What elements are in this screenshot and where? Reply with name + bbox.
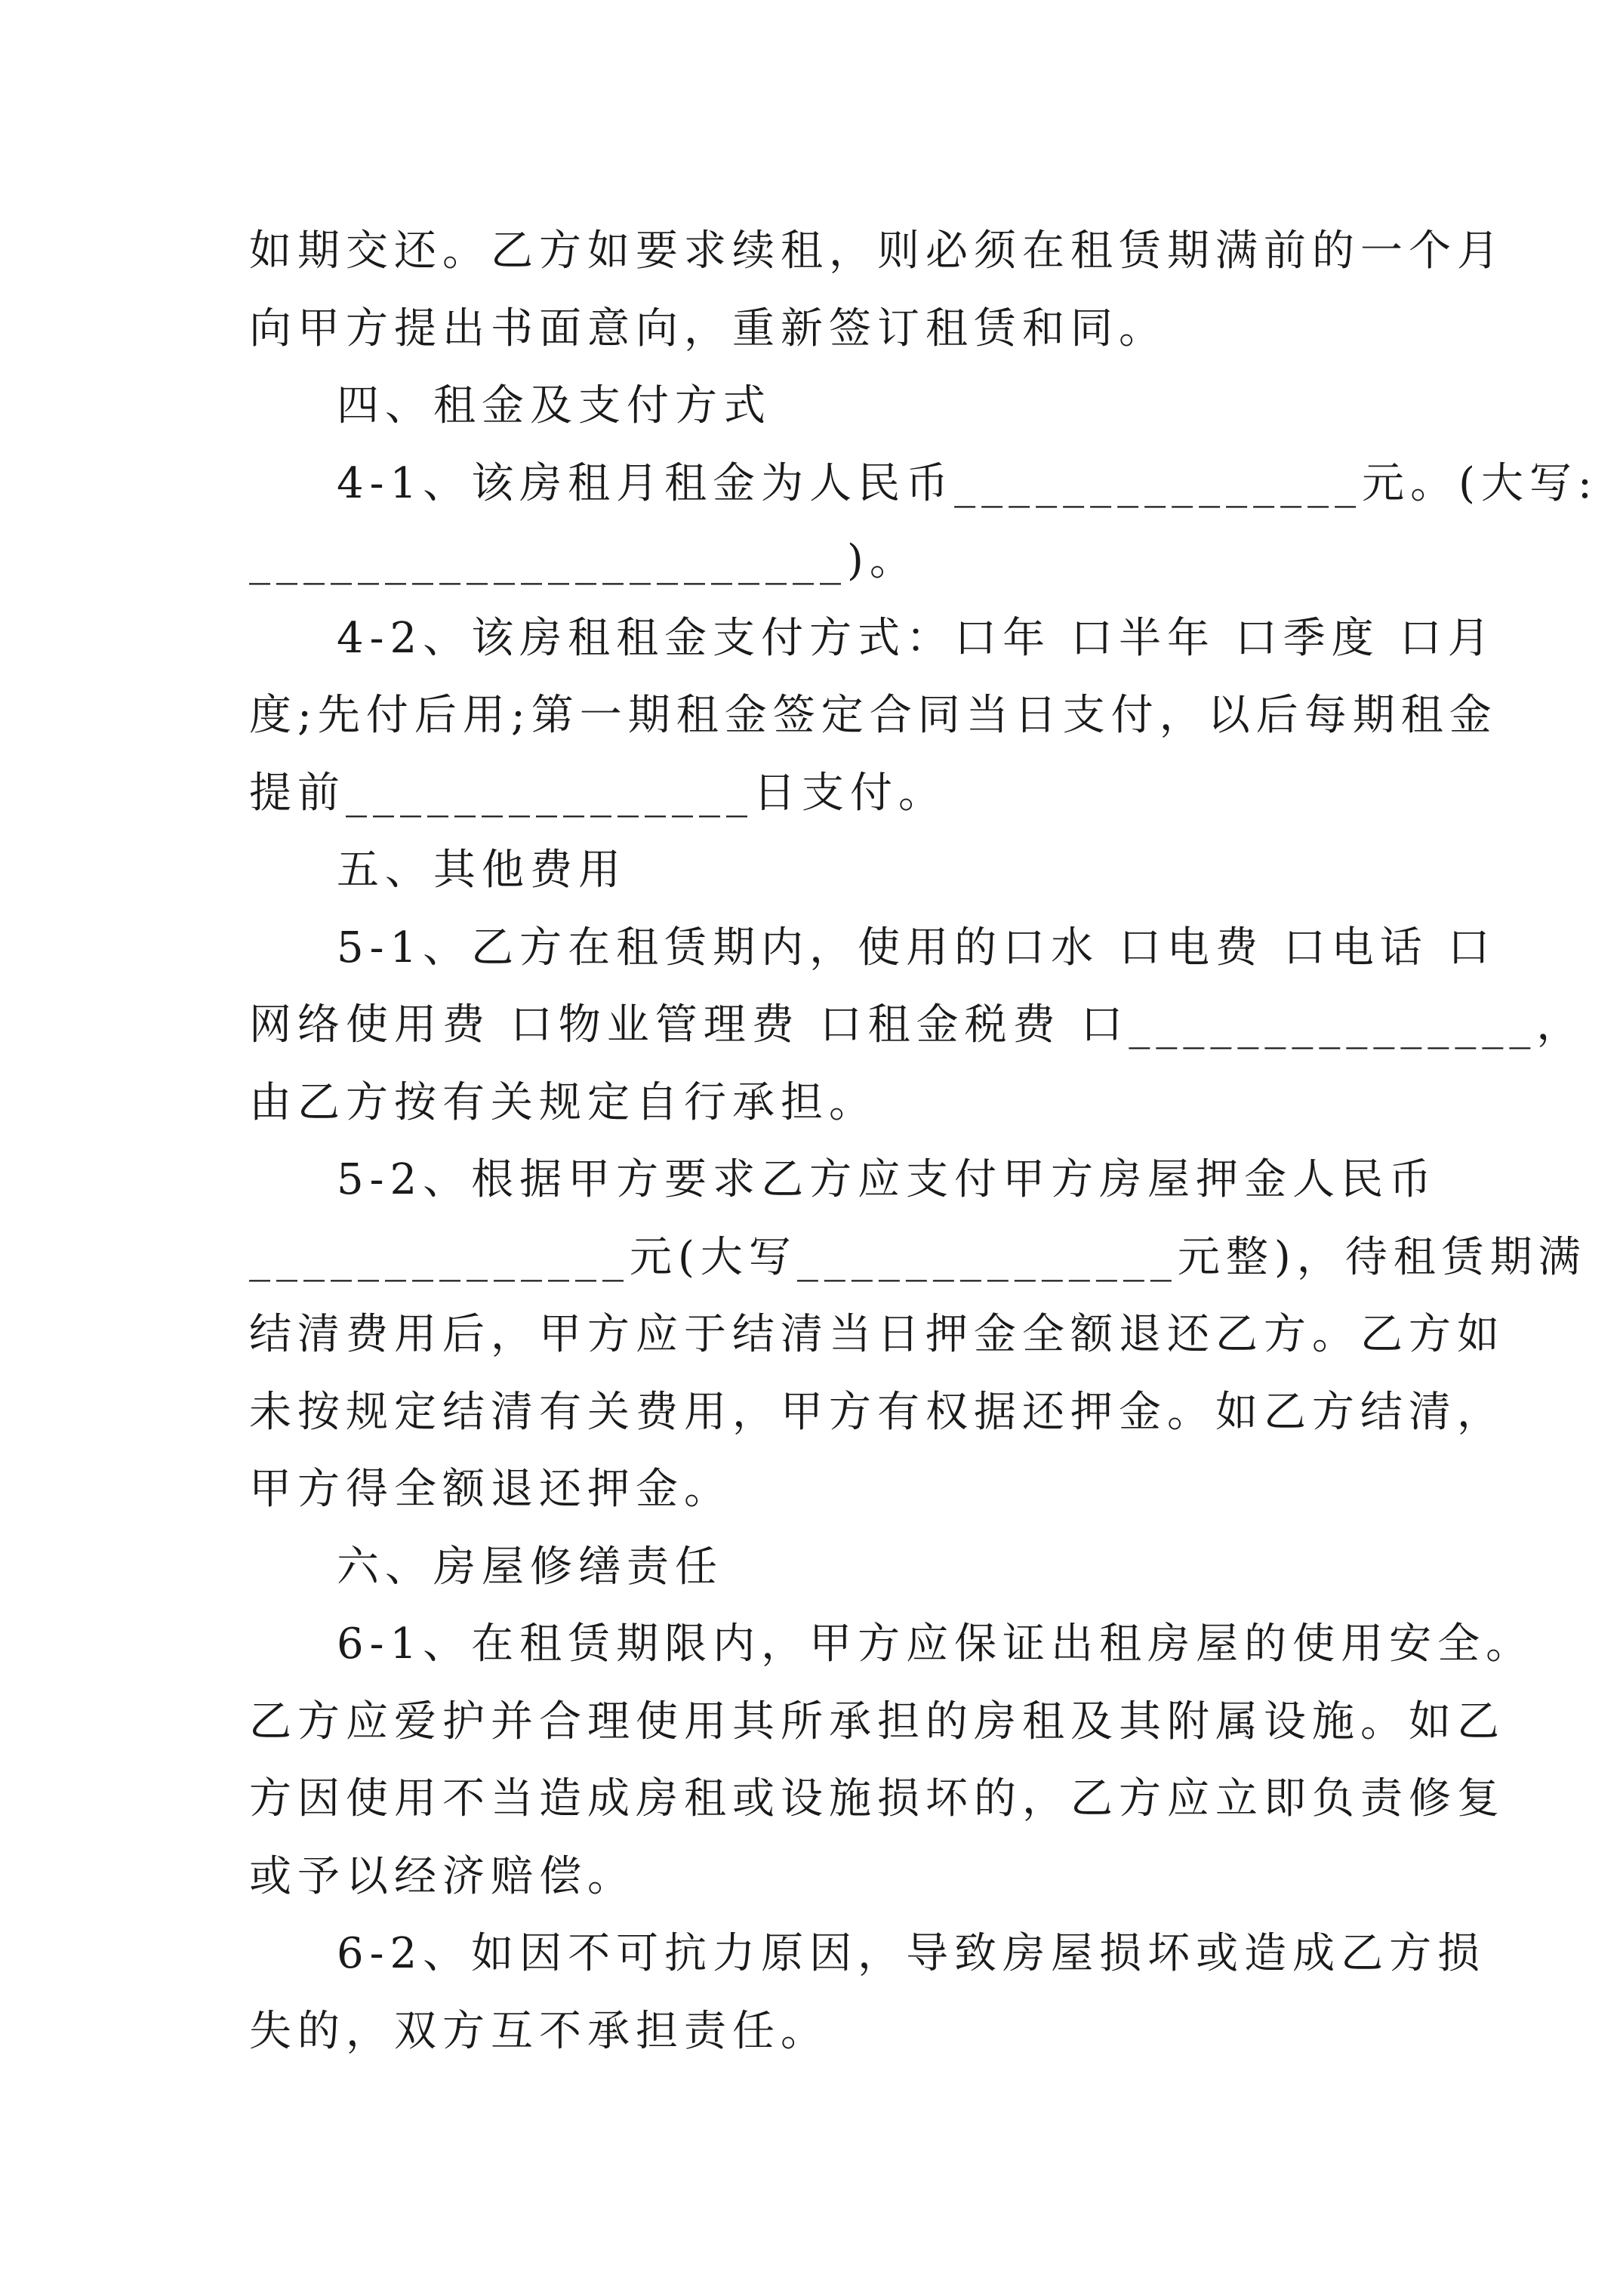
text-line: 4-2、该房租租金支付方式：口年 口半年 口季度 口月 xyxy=(337,613,1496,663)
section-heading-repair-responsibility: 六、房屋修缮责任 xyxy=(337,1542,723,1592)
text-line: 网络使用费 口物业管理费 口租金税费 口_______________， xyxy=(249,1000,1585,1049)
text-line: 6-1、在租赁期限内，甲方应保证出租房屋的使用安全。 xyxy=(337,1620,1535,1669)
text-line: 度;先付后用;第一期租金签定合同当日支付，以后每期租金 xyxy=(249,691,1498,740)
text-line: 如期交还。乙方如要求续租，则必须在租赁期满前的一个月 xyxy=(249,227,1505,276)
text-line: 5-1、乙方在租赁期内，使用的口水 口电费 口电话 口 xyxy=(337,923,1496,972)
text-line: ______________________)。 xyxy=(249,536,918,585)
text-line: 5-2、根据甲方要求乙方应支付甲方房屋押金人民币 xyxy=(337,1155,1438,1204)
section-heading-rent-payment: 四、租金及支付方式 xyxy=(337,381,771,430)
section-heading-other-fees: 五、其他费用 xyxy=(337,846,627,895)
text-line: 结清费用后，甲方应于结清当日押金全额退还乙方。乙方如 xyxy=(249,1310,1505,1359)
text-line: ______________元(大写______________元整)，待租赁期满 xyxy=(249,1232,1587,1282)
text-line: 向甲方提出书面意向，重新签订租赁和同。 xyxy=(249,304,1167,353)
text-line: 乙方应爱护并合理使用其所承担的房租及其附属设施。如乙 xyxy=(249,1697,1505,1746)
text-line: 未按规定结清有关费用，甲方有权据还押金。如乙方结清， xyxy=(249,1387,1505,1437)
contract-body xyxy=(249,213,1598,2070)
text-line: 6-2、如因不可抗力原因，导致房屋损坏或造成乙方损 xyxy=(337,1929,1486,1978)
text-line: 失的，双方互不承担责任。 xyxy=(249,2006,829,2056)
text-line: 甲方得全额退还押金。 xyxy=(249,1465,732,1514)
text-line: 提前_______________日支付。 xyxy=(249,768,947,818)
text-line: 4-1、该房租月租金为人民币_______________元。(大写: xyxy=(337,458,1598,508)
text-line: 方因使用不当造成房租或设施损坏的，乙方应立即负责修复 xyxy=(249,1774,1505,1823)
text-line: 或予以经济赔偿。 xyxy=(249,1851,636,1901)
text-line: 由乙方按有关规定自行承担。 xyxy=(249,1077,877,1127)
